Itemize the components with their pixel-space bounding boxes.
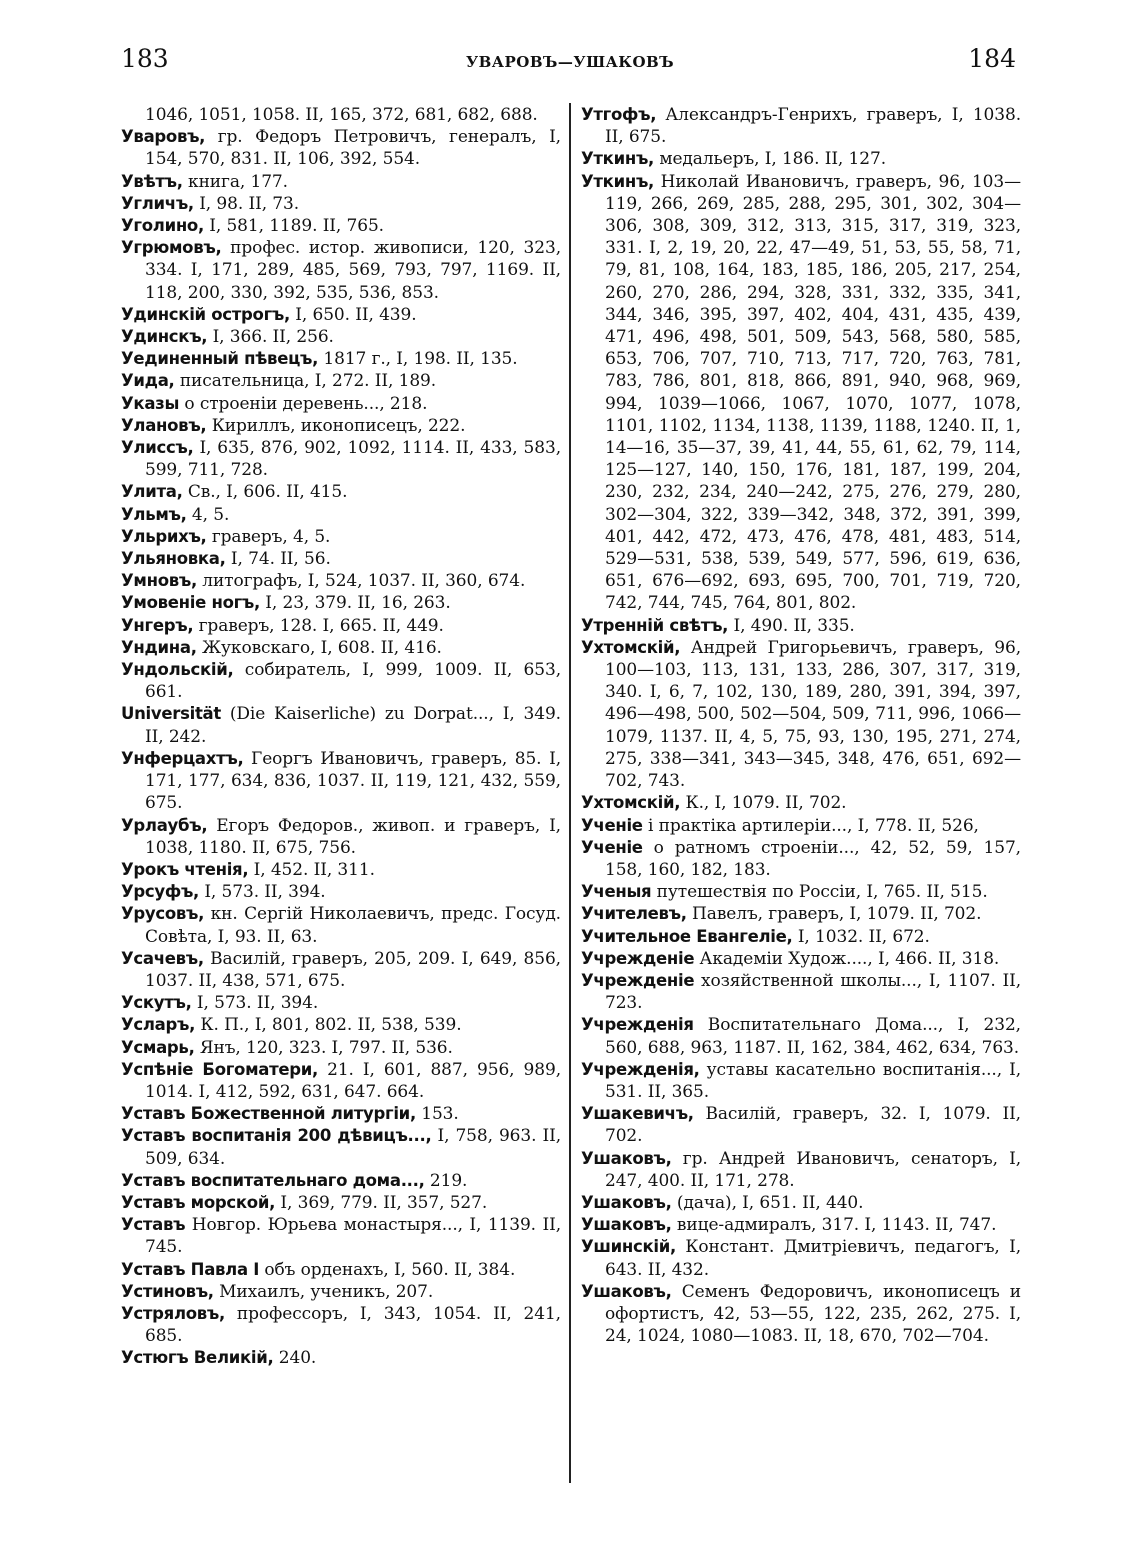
- entry-references: профессоръ, I, 343, 1054. II, 241, 685.: [145, 1303, 561, 1347]
- entry-headword: Учрежденія,: [581, 1059, 700, 1079]
- entry-references: граверъ, 4, 5.: [206, 526, 331, 547]
- index-entry: [581, 1192, 1021, 1214]
- entry-headword: Ухтомскій,: [581, 637, 681, 657]
- index-entry: [121, 570, 561, 592]
- entry-references: гр. Андрей Ивановичъ, сенаторъ, I, 247, 400. II, 171, 278.: [605, 1148, 1021, 1191]
- index-entry: [121, 437, 561, 481]
- index-entry: [121, 1303, 561, 1347]
- index-entry: [121, 548, 561, 570]
- entry-references: Павелъ, граверъ, I, 1079. II, 702.: [686, 904, 982, 925]
- entry-headword: Усларъ,: [121, 1015, 196, 1035]
- index-entry: [121, 992, 561, 1014]
- entry-references: Новгор. Юрьева монастыря..., I, 1139. II, 745.: [145, 1215, 561, 1258]
- entry-references: I, 490. II, 335.: [728, 615, 855, 636]
- entry-headword: Улиссъ,: [121, 438, 194, 458]
- entry-references: путешествія по Россіи, I, 765. II, 515.: [651, 882, 988, 903]
- entry-headword: Уставъ воспитанія 200 дѣвицъ...,: [121, 1126, 432, 1146]
- entry-headword: Уставъ Божественной литургіи,: [121, 1104, 416, 1124]
- entry-references: I, 366. II, 256.: [207, 327, 334, 348]
- entry-headword: Удинскій острогъ,: [121, 304, 290, 324]
- entry-headword: Уткинъ,: [581, 171, 655, 191]
- entry-references: (Die Kaiserliche) zu Dorpat..., I, 349. II, 242.: [145, 704, 561, 747]
- entry-references: Св., I, 606. II, 415.: [182, 482, 348, 503]
- entry-references: I, 369, 779. II, 357, 527.: [275, 1192, 488, 1213]
- left-column: [121, 104, 561, 1370]
- entry-headword: Унгеръ,: [121, 615, 194, 635]
- entry-headword: Угличъ,: [121, 193, 194, 213]
- index-entry: [121, 193, 561, 215]
- index-entry: [581, 926, 1021, 948]
- index-entry: [121, 948, 561, 992]
- index-entry: [121, 1170, 561, 1192]
- index-entry: [121, 815, 561, 859]
- entry-references: 240.: [273, 1348, 317, 1369]
- entry-headword: Указы: [121, 393, 180, 413]
- column-divider: [569, 103, 571, 1483]
- index-entry: [581, 1236, 1021, 1280]
- entry-references: Николай Ивановичъ, граверъ, 96, 103—119, 266, 269, 285, 288, 295, 301, 302, 304—306, 308, 309, 312, 313, 315, 317, 319, 323, 331. I, 2, 19, 20, 22, 47—49, 51, 53, 55, 58, 71, 79, 81, 108, 164, 183, 185, 186, 205, 217, 254, 260, 270, 286, 294, 328, 331, 332, 335, 341, 344, 346, 395, 397, 402, 404, 431, 435, 439, 471, 496, 498, 501, 509, 543, 568, 580, 585, 653, 706, 707, 710, 713, 717, 720, 763, 781, 783, 786, 801, 818, 866, 891, 940, 968, 969, 994, 1039—1066, 1067, 1070, 1077, 1078, 1101, 1102, 1134, 1138, 1139, 1188, 1240. II, 1, 14—16, 35—37, 39, 41, 44, 55, 61, 62, 79, 114, 125—127, 140, 150, 176, 181, 187, 199, 204, 230, 232, 234, 240—242, 275, 276, 279, 280, 302—304, 322, 339—342, 348, 372, 391, 399, 401, 442, 472, 473, 476, 478, 481, 483, 514, 529—531, 538, 539, 549, 577, 596, 619, 636, 651, 676—692, 693, 695, 700, 701, 719, 720, 742, 744, 745, 764, 801, 802.: [605, 171, 1021, 614]
- entry-references: литографъ, I, 524, 1037. II, 360, 674.: [196, 571, 526, 592]
- index-entry: [121, 526, 561, 548]
- index-entry: [121, 171, 561, 193]
- entry-headword: Ульмъ,: [121, 504, 187, 524]
- entry-headword: Ушаковъ,: [581, 1215, 672, 1235]
- entry-references: Александръ-Генрихъ, граверъ, I, 1038. II, 675.: [605, 105, 1021, 148]
- index-entry: [121, 1125, 561, 1169]
- entry-references: Семенъ Федоровичъ, иконописецъ и офортистъ, 42, 53—55, 122, 235, 262, 275. I, 24, 1024, 1080—1083. II, 18, 670, 702—704.: [605, 1281, 1021, 1347]
- entry-headword: Умовеніе ногъ,: [121, 593, 260, 613]
- entry-references: Василій, граверъ, 32. I, 1079. II, 702.: [605, 1104, 1021, 1147]
- entry-headword: Урусовъ,: [121, 904, 205, 924]
- index-entry: [581, 815, 1021, 837]
- index-entry: [581, 171, 1021, 615]
- entry-references: уставы касательно воспитанія..., I, 531. II, 365.: [605, 1059, 1021, 1102]
- entry-headword: Угрюмовъ,: [121, 238, 222, 258]
- entry-headword: Усачевъ,: [121, 948, 204, 968]
- index-entry: [581, 970, 1021, 1014]
- entry-headword: Умновъ,: [121, 571, 197, 591]
- index-entry: [581, 792, 1021, 814]
- index-entry: [121, 504, 561, 526]
- index-entry: [121, 748, 561, 815]
- entry-headword: Унферцахтъ,: [121, 748, 244, 768]
- entry-headword: Universität: [121, 704, 221, 724]
- index-entry: [581, 104, 1021, 148]
- entry-references: профес. истор. живописи, 120, 323, 334. I, 171, 289, 485, 569, 793, 797, 1169. II, 118, 200, 330, 392, 535, 536, 853.: [145, 238, 561, 303]
- entry-headword: Уставъ воспитательнаго дома...,: [121, 1170, 425, 1190]
- entry-references: (дача), I, 651. II, 440.: [671, 1192, 864, 1213]
- index-entry: [121, 615, 561, 637]
- entry-references: писательница, I, 272. II, 189.: [174, 371, 437, 392]
- entry-headword: Уставъ Павла I: [121, 1259, 260, 1279]
- entry-headword: Урокъ чтенія,: [121, 859, 249, 879]
- index-entry: [581, 1103, 1021, 1147]
- index-entry: [121, 415, 561, 437]
- entry-references: К., I, 1079. II, 702.: [680, 793, 847, 814]
- entry-headword: Уставъ: [121, 1215, 186, 1235]
- entry-headword: Ундольскій,: [121, 660, 234, 680]
- index-entry: [121, 703, 561, 747]
- entry-references: 1817 г., I, 198. II, 135.: [318, 349, 518, 370]
- entry-references: I, 581, 1189. II, 765.: [203, 216, 384, 237]
- index-entry: [581, 881, 1021, 903]
- entry-headword: Ульрихъ,: [121, 526, 207, 546]
- entry-headword: Ускутъ,: [121, 993, 192, 1013]
- entry-headword: Уголино,: [121, 216, 204, 236]
- entry-references: о ратномъ строеніи..., 42, 52, 59, 157, 158, 160, 182, 183.: [605, 837, 1021, 880]
- index-entry: [121, 126, 561, 170]
- entry-headword: Ушаковъ,: [581, 1281, 672, 1301]
- index-entry: [581, 948, 1021, 970]
- entry-references: Егоръ Федоров., живоп. и граверъ, I, 1038, 1180. II, 675, 756.: [145, 815, 561, 858]
- entry-references: I, 452. II, 311.: [248, 859, 375, 880]
- entry-headword: Устюгъ Великій,: [121, 1348, 274, 1368]
- entry-headword: Учительное Евангеліе,: [581, 926, 793, 946]
- index-entry: [121, 903, 561, 947]
- entry-references: I, 23, 379. II, 16, 263.: [260, 593, 451, 614]
- index-entry: [581, 148, 1021, 170]
- entry-headword: Утгофъ,: [581, 105, 657, 124]
- entry-references: Кириллъ, иконописецъ, 222.: [206, 415, 466, 436]
- index-entry: [581, 837, 1021, 881]
- entry-references: хозяйственной школы..., I, 1107. II, 723.: [605, 970, 1021, 1014]
- index-entry: [121, 1259, 561, 1281]
- entry-headword: Урсуфъ,: [121, 882, 200, 902]
- page-number-right: 184: [968, 44, 1016, 73]
- entry-headword: Ульяновка,: [121, 549, 226, 569]
- index-entry: [121, 481, 561, 503]
- entry-references: I, 573. II, 394.: [199, 882, 326, 903]
- entry-references: граверъ, 128. I, 665. II, 449.: [193, 615, 444, 636]
- index-entry: [121, 393, 561, 415]
- entry-references: книга, 177.: [182, 171, 288, 192]
- index-entry: [121, 881, 561, 903]
- entry-headword: Ушаковъ,: [581, 1192, 672, 1212]
- entry-references: Жуковскаго, I, 608. II, 416.: [196, 637, 442, 658]
- entry-references: Академіи Худож...., I, 466. II, 318.: [694, 948, 1000, 969]
- entry-references: 153.: [415, 1104, 459, 1125]
- entry-references: I, 74. II, 56.: [225, 549, 331, 570]
- page-number-left: 183: [121, 44, 169, 73]
- entry-headword: Устряловъ,: [121, 1303, 226, 1323]
- entry-headword: Ухтомскій,: [581, 793, 681, 813]
- entry-references: К. П., I, 801, 802. II, 538, 539.: [195, 1015, 462, 1036]
- index-entry: [121, 1192, 561, 1214]
- index-entry: [121, 326, 561, 348]
- index-entry: [121, 304, 561, 326]
- entry-headword: Уида,: [121, 371, 175, 391]
- running-title: УВАРОВЪ—УШАКОВЪ: [465, 53, 675, 71]
- entry-headword: Ученыя: [581, 882, 652, 902]
- entry-references: Михаилъ, ученикъ, 207.: [213, 1281, 434, 1302]
- entry-headword: Уткинъ,: [581, 149, 655, 169]
- entry-references: Василій, граверъ, 205, 209. I, 649, 856, 1037. II, 438, 571, 675.: [145, 948, 561, 991]
- index-entry: [121, 104, 561, 126]
- index-entry: [121, 1059, 561, 1103]
- entry-headword: Урлаубъ,: [121, 815, 208, 835]
- entry-headword: Учрежденія: [581, 1015, 694, 1035]
- entry-headword: Учрежденіе: [581, 970, 695, 990]
- index-entry: [121, 1037, 561, 1059]
- entry-references: кн. Сергій Николаевичъ, предс. Госуд. Совѣта, I, 93. II, 63.: [145, 904, 561, 947]
- index-entry: [121, 637, 561, 659]
- entry-references: 4, 5.: [186, 504, 230, 525]
- index-entry: [121, 1281, 561, 1303]
- entry-headword: Ученіе: [581, 837, 643, 857]
- index-entry: [121, 215, 561, 237]
- entry-references: Георгъ Ивановичъ, граверъ, 85. I, 171, 177, 634, 836, 1037. II, 119, 121, 432, 559, 675.: [145, 748, 561, 814]
- entry-headword: Учрежденіе: [581, 948, 695, 968]
- entry-headword: Уставъ морской,: [121, 1192, 276, 1212]
- index-entry: [121, 859, 561, 881]
- entry-references: вице-адмиралъ, 317. I, 1143. II, 747.: [671, 1215, 997, 1236]
- entry-headword: Улита,: [121, 482, 183, 502]
- index-entry: [121, 592, 561, 614]
- index-entry: [121, 659, 561, 703]
- entry-headword: Ушакевичъ,: [581, 1104, 694, 1124]
- entry-headword: Ушинскій,: [581, 1237, 676, 1257]
- entry-references: 1046, 1051, 1058. II, 165, 372, 681, 682, 688.: [145, 105, 538, 125]
- index-entry: [581, 615, 1021, 637]
- entry-references: гр. Федоръ Петровичъ, генералъ, I, 154, 570, 831. II, 106, 392, 554.: [145, 127, 561, 170]
- entry-references: I, 650. II, 439.: [289, 304, 417, 325]
- entry-headword: Ушаковъ,: [581, 1148, 672, 1168]
- index-entry: [121, 1103, 561, 1125]
- entry-references: I, 758, 963. II, 509, 634.: [145, 1126, 562, 1169]
- entry-headword: Успѣніе Богоматери,: [121, 1059, 319, 1079]
- entry-references: 21. I, 601, 887, 956, 989, 1014. I, 412, 592, 631, 647. 664.: [145, 1059, 562, 1102]
- entry-headword: Утренній свѣтъ,: [581, 615, 729, 635]
- entry-references: I, 1032. II, 672.: [792, 926, 930, 947]
- entry-references: I, 573. II, 394.: [191, 993, 319, 1014]
- entry-headword: Устиновъ,: [121, 1281, 214, 1301]
- entry-headword: Уваровъ,: [121, 127, 206, 147]
- index-entry: [581, 1014, 1021, 1058]
- index-entry: [121, 1014, 561, 1036]
- index-entry: [581, 1148, 1021, 1192]
- entry-headword: Улановъ,: [121, 415, 207, 435]
- entry-references: Янъ, 120, 323. I, 797. II, 536.: [194, 1037, 453, 1058]
- entry-references: Констант. Дмитріевичъ, педагогъ, I, 643. II, 432.: [605, 1237, 1021, 1280]
- entry-references: Андрей Григорьевичъ, граверъ, 96, 100—103, 113, 131, 133, 286, 307, 317, 319, 340. I, 6, 7, 102, 130, 189, 280, 391, 394, 397, 496—498, 500, 502—504, 509, 711, 996, 1066—1079, 1137. II, 4, 5, 75, 93, 130, 195, 271, 274, 275, 338—341, 343—345, 348, 476, 651, 692—702, 743.: [605, 637, 1021, 792]
- entry-references: медальеръ, I, 186. II, 127.: [654, 149, 886, 170]
- entry-references: I, 635, 876, 902, 1092, 1114. II, 433, 583, 599, 711, 728.: [145, 438, 561, 481]
- index-entry: [581, 1214, 1021, 1236]
- index-entry: [581, 637, 1021, 792]
- index-entry: [121, 1347, 561, 1369]
- entry-headword: Ученіе: [581, 815, 643, 835]
- index-entry: [121, 1214, 561, 1258]
- entry-references: объ орденахъ, I, 560. II, 384.: [259, 1259, 516, 1280]
- right-column: [581, 104, 1021, 1347]
- entry-references: і практіка артилеріи..., I, 778. II, 526,: [642, 815, 979, 836]
- entry-headword: Учителевъ,: [581, 904, 687, 924]
- index-entry: [581, 903, 1021, 925]
- index-entry: [581, 1059, 1021, 1103]
- entry-headword: Ундина,: [121, 637, 197, 657]
- entry-references: 219.: [424, 1170, 468, 1191]
- entry-references: о строеніи деревень..., 218.: [179, 393, 428, 414]
- index-entry: [121, 370, 561, 392]
- entry-headword: Усмарь,: [121, 1037, 195, 1057]
- entry-references: I, 98. II, 73.: [193, 193, 300, 214]
- index-entry: [121, 348, 561, 370]
- entry-references: собиратель, I, 999, 1009. II, 653, 661.: [145, 660, 561, 703]
- index-entry: [121, 237, 561, 304]
- entry-headword: Уединенный пѣвецъ,: [121, 349, 319, 369]
- entry-headword: Увѣтъ,: [121, 171, 183, 191]
- entry-references: Воспитательнаго Дома..., I, 232, 560, 688, 963, 1187. II, 162, 384, 462, 634, 763.: [605, 1015, 1021, 1058]
- entry-headword: Удинскъ,: [121, 327, 208, 347]
- index-entry: [581, 1281, 1021, 1348]
